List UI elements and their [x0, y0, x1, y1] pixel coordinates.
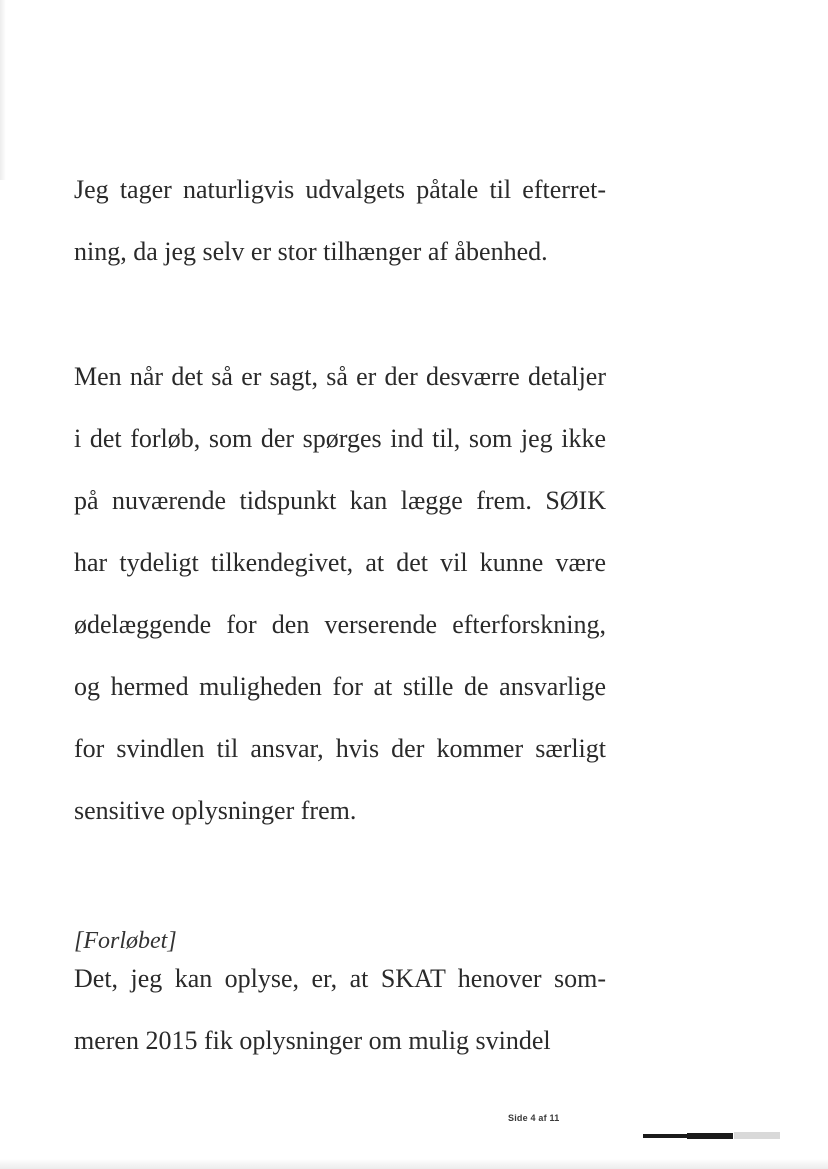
- paragraph-2-line: for svindlen til ansvar, hvis der kommer særligt: [74, 734, 606, 763]
- paragraph-2-line: og hermed muligheden for at stille de ansvarlige: [74, 672, 606, 701]
- section-paragraph-line: meren 2015 fik oplysninger om mulig svindel: [74, 1026, 551, 1055]
- section-heading: [Forløbet]: [74, 928, 177, 954]
- paragraph-1: [74, 177, 606, 301]
- paragraph-1-line: Jeg tager naturligvis udvalgets påtale til efterret-: [74, 175, 606, 204]
- scan-edge-shadow: [0, 0, 6, 180]
- page-number: Side 4 af 11: [508, 1113, 560, 1123]
- section-paragraph-line: Det, jeg kan oplyse, er, at SKAT henover som-: [74, 964, 606, 993]
- paragraph-2: [74, 364, 606, 860]
- paragraph-2-line: sensitive oplysninger frem.: [74, 796, 357, 825]
- paragraph-2-line: Men når det så er sagt, så er der desværre detaljer: [74, 362, 606, 391]
- scan-bottom-shadow: [0, 1159, 828, 1169]
- paragraph-2-line: ødelæggende for den verserende efterforskning,: [74, 610, 606, 639]
- paragraph-2-line: har tydeligt tilkendegivet, at det vil kunne være: [74, 548, 606, 577]
- footer-bar-light: [734, 1132, 780, 1139]
- paragraph-2-line: i det forløb, som der spørges ind til, som jeg ikke: [74, 424, 606, 453]
- paragraph-1-line: ning, da jeg selv er stor tilhænger af åbenhed.: [74, 237, 548, 266]
- section-paragraph: [74, 966, 606, 1090]
- footer-bar-dark: [643, 1134, 733, 1138]
- paragraph-2-line: på nuværende tidspunkt kan lægge frem. SØIK: [74, 486, 606, 515]
